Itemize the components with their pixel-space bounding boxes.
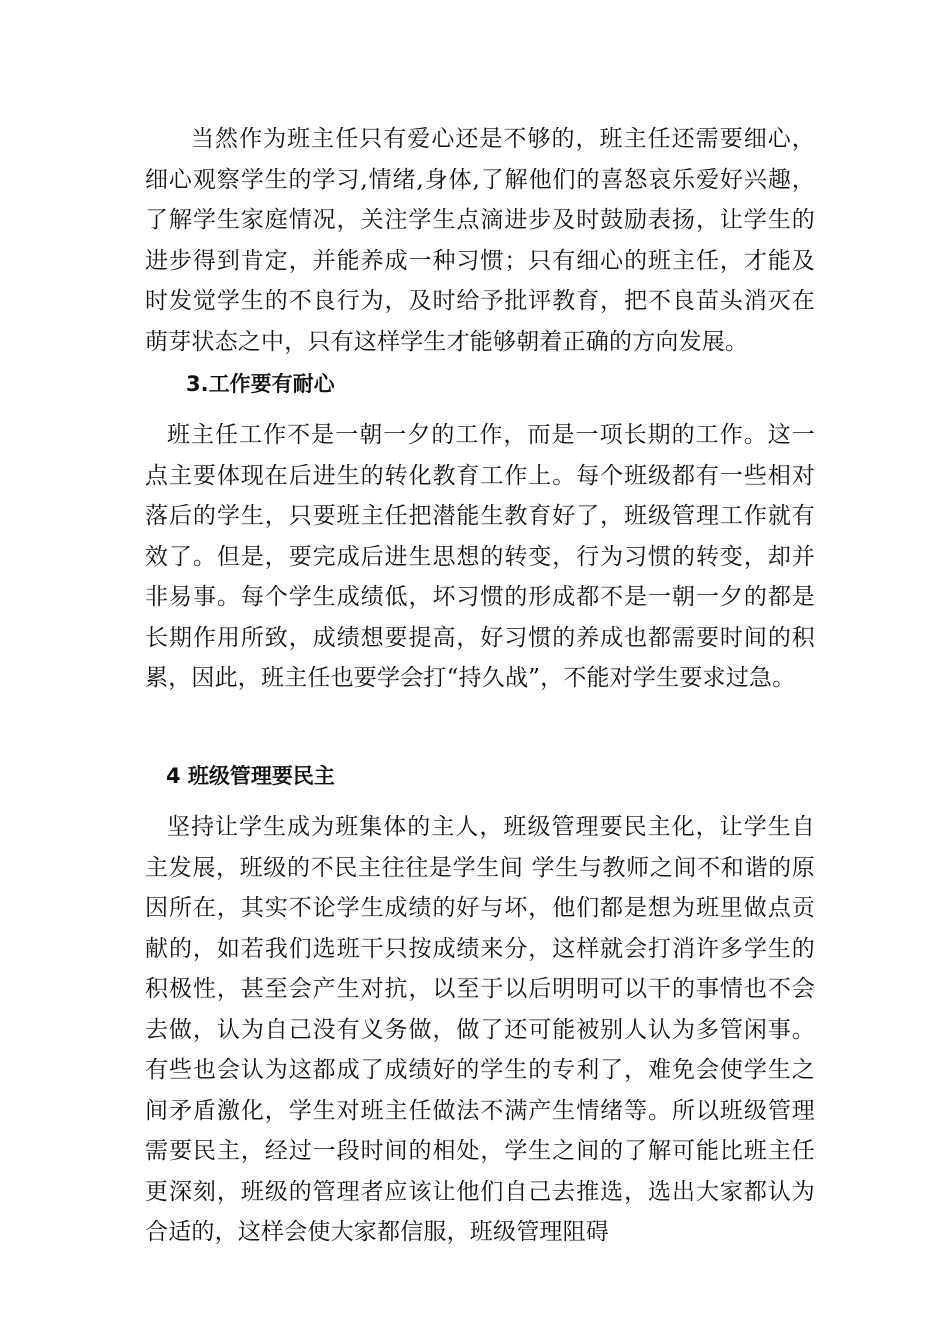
paragraph-patience: 班主任工作不是一朝一夕的工作，而是一项长期的工作。这一点主要体现在后进生的转化教育工作上。每个班级都有一些相对落后的学生，只要班主任把潜能生教育好了，班级管理工作就有效了。但是，要完成后进生思想的转变，行为习惯的转变，却并非易事。每个学生成绩低，坏习惯的形成都不是一朝一夕的都是长期作用所致，成绩想要提高，好习惯的养成也都需要时间的积累，因此，班主任也要学会打“持久战”，不能对学生要求过急。 <box>145 422 815 691</box>
paragraph-attentiveness: 当然作为班主任只有爱心还是不够的，班主任还需要细心，细心观察学生的学习,情绪,身体,了解他们的喜怒哀乐爱好兴趣，了解学生家庭情况，关注学生点滴进步及时鼓励表扬，让学生的进步得到肯定，并能养成一种习惯；只有细心的班主任，才能及时发觉学生的不良行为，及时给予批评教育，把不良苗头消灭在萌芽状态之中，只有这样学生才能够朝着正确的方向发展。 <box>145 126 815 355</box>
paragraph-democracy: 坚持让学生成为班集体的主人，班级管理要民主化，让学生自主发展，班级的不民主往往是学生间 学生与教师之间不和谐的原因所在，其实不论学生成绩的好与坏，他们都是想为班里做点贡献的，如若我们选班干只按成绩来分，这样就会打消许多学生的积极性，甚至会产生对抗，以至于以后明明可以干的事情也不会去做，认为自己没有义务做，做了还可能被别人认为多管闲事。有些也会认为这都成了成绩好的学生的专利了，难免会使学生之间矛盾激化，学生对班主任做法不满产生情绪等。所以班级管理需要民主，经过一段时间的相处，学生之间的了解可能比班主任更深刻，班级的管理者应该让他们自己去推选，选出大家都认为合适的，这样会使大家都信服，班级管理阻碍 <box>145 814 815 1245</box>
heading-patience: 3.工作要有耐心 <box>186 372 335 396</box>
heading-democracy: 4 班级管理要民主 <box>166 764 335 788</box>
